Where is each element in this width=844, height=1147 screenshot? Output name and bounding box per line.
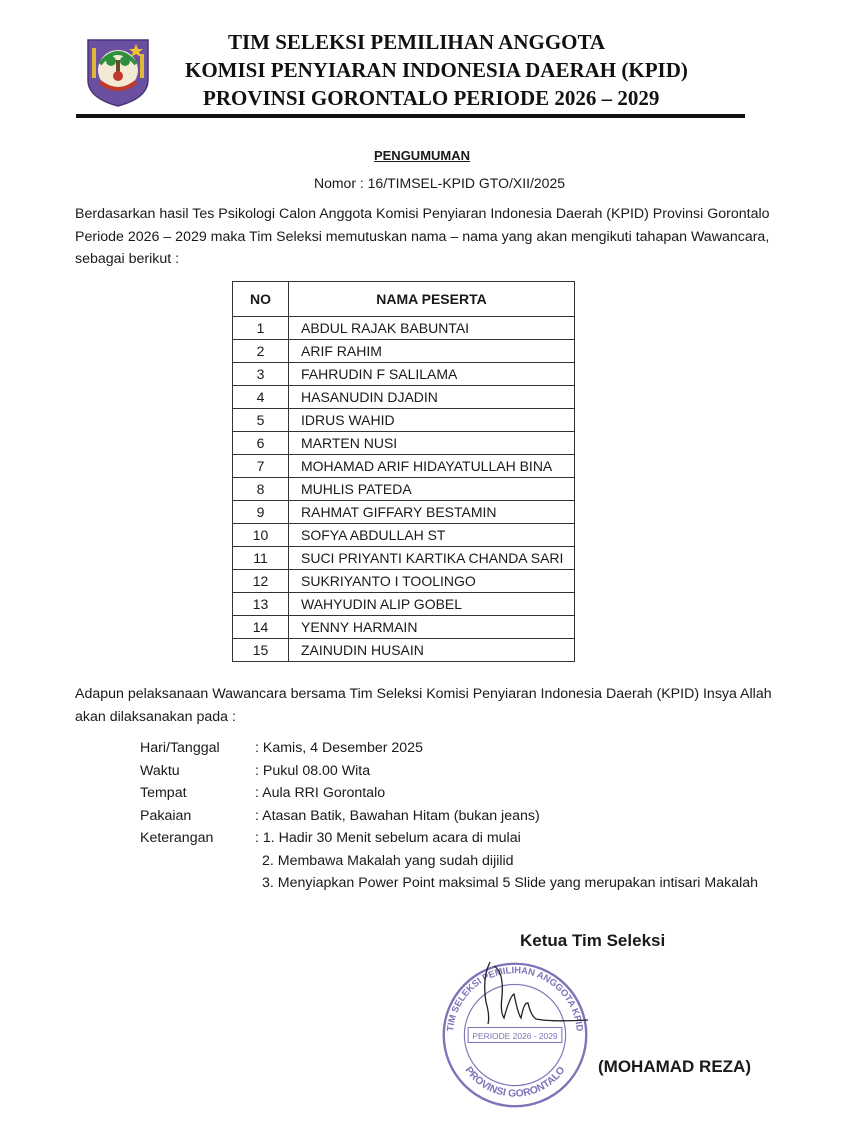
row-number: 7 xyxy=(233,455,289,478)
detail-label: Waktu xyxy=(140,762,180,779)
row-number: 10 xyxy=(233,524,289,547)
schedule-intro: Adapun pelaksanaan Wawancara bersama Tim Seleksi Komisi Penyiaran Indonesia Daerah (KPID) Insya Allah akan dilaksanakan pada : xyxy=(75,686,772,725)
stamp-middle-text: PERIODE 2026 - 2029 xyxy=(472,1030,558,1041)
participant-name: YENNY HARMAIN xyxy=(289,616,575,639)
participants-table xyxy=(232,281,575,662)
row-number: 14 xyxy=(233,616,289,639)
participant-name: MUHLIS PATEDA xyxy=(289,478,575,501)
participant-name: WAHYUDIN ALIP GOBEL xyxy=(289,593,575,616)
table-row xyxy=(233,317,575,340)
table-row xyxy=(233,501,575,524)
table-row xyxy=(233,409,575,432)
participant-name: SUCI PRIYANTI KARTIKA CHANDA SARI xyxy=(289,547,575,570)
column-header-no: NO xyxy=(233,282,289,317)
gorontalo-emblem-icon xyxy=(84,34,152,108)
participant-name: FAHRUDIN F SALILAMA xyxy=(289,363,575,386)
letterhead-divider xyxy=(76,114,745,118)
table-row xyxy=(233,432,575,455)
announcement-title: PENGUMUMAN xyxy=(373,148,471,163)
row-number: 8 xyxy=(233,478,289,501)
table-row xyxy=(233,524,575,547)
letterhead xyxy=(150,28,770,112)
detail-row-time xyxy=(140,760,758,783)
detail-row-date xyxy=(140,737,758,760)
table-row xyxy=(233,639,575,662)
detail-value: : Aula RRI Gorontalo xyxy=(255,785,386,801)
row-number: 3 xyxy=(233,363,289,386)
row-number: 4 xyxy=(233,386,289,409)
announcement-number: Nomor : 16/TIMSEL-KPID GTO/XII/2025 xyxy=(313,175,566,191)
detail-label: Keterangan xyxy=(140,830,214,846)
participant-name: MARTEN NUSI xyxy=(289,432,575,455)
table-row xyxy=(233,363,575,386)
row-number: 9 xyxy=(233,501,289,524)
note-item-3: 3. Menyiapkan Power Point maksimal 5 Slide yang merupakan intisari Makalah xyxy=(262,875,759,891)
detail-label: Hari/Tanggal xyxy=(140,740,220,756)
table-row xyxy=(233,478,575,501)
detail-value: : 1. Hadir 30 Menit sebelum acara di mulai xyxy=(255,830,521,846)
row-number: 2 xyxy=(233,340,289,363)
participant-name: HASANUDIN DJADIN xyxy=(289,386,575,409)
participant-name: RAHMAT GIFFARY BESTAMIN xyxy=(289,501,575,524)
row-number: 12 xyxy=(233,570,289,593)
note-item-2: 2. Membawa Makalah yang sudah dijilid xyxy=(262,852,514,869)
row-number: 1 xyxy=(233,317,289,340)
table-row xyxy=(233,570,575,593)
signatory-name: (MOHAMAD REZA) xyxy=(598,1057,751,1076)
table-row xyxy=(233,386,575,409)
detail-value: : Kamis, 4 Desember 2025 xyxy=(255,740,423,756)
row-number: 15 xyxy=(233,639,289,662)
letterhead-line-1: TIM SELEKSI PEMILIHAN ANGGOTA xyxy=(228,30,606,54)
stamp-bottom-text: PROVINSI GORONTALO xyxy=(462,1064,568,1100)
row-number: 5 xyxy=(233,409,289,432)
column-header-name: NAMA PESERTA xyxy=(289,282,575,317)
detail-label: Tempat xyxy=(140,785,187,801)
participant-name: SOFYA ABDULLAH ST xyxy=(289,524,575,547)
handwritten-signature-icon xyxy=(460,958,590,1050)
intro-paragraph: Berdasarkan hasil Tes Psikologi Calon Anggota Komisi Penyiaran Indonesia Daerah (KPID) Provinsi Gorontalo Periode 2026 – 2029 maka Tim Seleksi memutuskan nama – nama yang akan mengikuti tahapan Wawancara, sebagai berikut : xyxy=(75,206,770,267)
participant-name: ZAINUDIN HUSAIN xyxy=(289,639,575,662)
schedule-details xyxy=(140,737,758,895)
letterhead-line-2: KOMISI PENYIARAN INDONESIA DAERAH (KPID) xyxy=(185,58,688,82)
participant-name: SUKRIYANTO I TOOLINGO xyxy=(289,570,575,593)
participant-name: MOHAMAD ARIF HIDAYATULLAH BINA xyxy=(289,455,575,478)
detail-value: : Atasan Batik, Bawahan Hitam (bukan jeans) xyxy=(255,807,540,824)
row-number: 13 xyxy=(233,593,289,616)
row-number: 11 xyxy=(233,547,289,570)
letterhead-line-3: PROVINSI GORONTALO PERIODE 2026 – 2029 xyxy=(203,86,660,110)
detail-row-notes xyxy=(140,827,758,850)
signatory-title: Ketua Tim Seleksi xyxy=(520,931,666,950)
table-row xyxy=(233,455,575,478)
participant-name: ABDUL RAJAK BABUNTAI xyxy=(289,317,575,340)
table-row xyxy=(233,340,575,363)
row-number: 6 xyxy=(233,432,289,455)
table-header-row xyxy=(233,282,575,317)
table-row xyxy=(233,616,575,639)
stamp-top-text: TIM SELEKSI PEMILIHAN ANGGOTA KPID xyxy=(445,965,585,1032)
detail-label: Pakaian xyxy=(140,807,192,824)
table-row xyxy=(233,547,575,570)
detail-row-attire xyxy=(140,805,758,828)
detail-value: : Pukul 08.00 Wita xyxy=(255,762,371,779)
detail-row-place xyxy=(140,782,758,805)
participant-name: ARIF RAHIM xyxy=(289,340,575,363)
table-row xyxy=(233,593,575,616)
participant-name: IDRUS WAHID xyxy=(289,409,575,432)
